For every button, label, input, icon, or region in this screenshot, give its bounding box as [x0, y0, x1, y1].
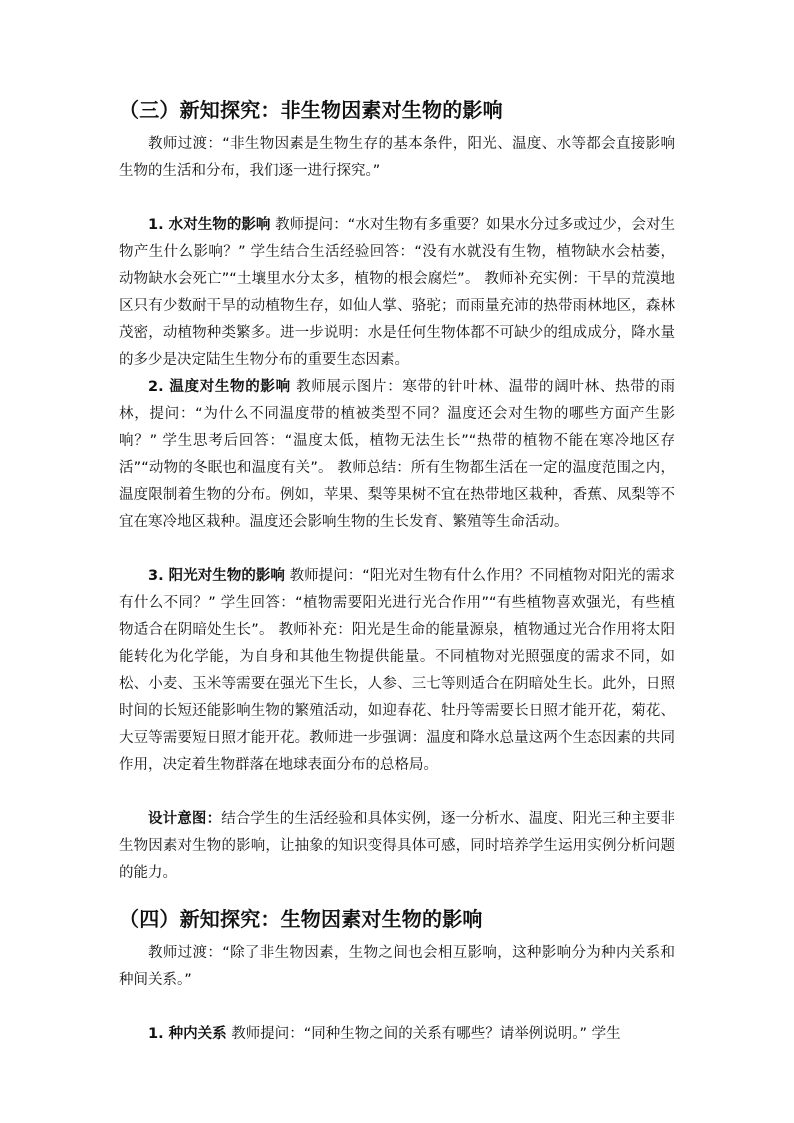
sunlight-paragraph: [119, 563, 675, 779]
temperature-heading: 2. 温度对生物的影响: [148, 379, 291, 395]
section-4-title: （四）新知探究：生物因素对生物的影响: [119, 907, 483, 931]
design-intent-paragraph: [119, 806, 675, 887]
water-heading: 1. 水对生物的影响: [148, 217, 271, 233]
temperature-paragraph: [119, 374, 675, 536]
intraspecific-heading: 1. 种内关系: [148, 1026, 227, 1042]
water-text: 教师提问：“水对生物有多重要？如果水分过多或过少，会对生物产生什么影响？” 学生结合生活经验回答：“没有水就没有生物，植物缺水会枯萎，动物缺水会死亡”“土壤里水分太多，植物的根会腐烂”。 教师补充实例：干旱的荒漠地区只有少数耐干旱的动植物生存，如仙人掌、骆驼；而雨量充沛的热带雨林地区，森林茂密，动植物种类繁多。进一步说明：水是任何生物体都不可缺少的组成成分，降水量的多少是决定陆生生物分布的重要生态因素。: [119, 217, 675, 368]
design-intent-text: 结合学生的生活经验和具体实例，逐一分析水、温度、阳光三种主要非生物因素对生物的影响，让抽象的知识变得具体可感，同时培养学生运用实例分析问题的能力。: [119, 811, 676, 881]
sunlight-text: 教师提问：“阳光对生物有什么作用？不同植物对阳光的需求有什么不同？” 学生回答：“植物需要阳光进行光合作用”“有些植物喜欢强光，有些植物适合在阴暗处生长”。 教师补充：阳光是生命的能量源泉，植物通过光合作用将太阳能转化为化学能，为自身和其他生物提供能量。不同植物对光照强度的需求不同，如松、小麦、玉米等需要在强光下生长，人参、三七等则适合在阴暗处生长。此外，日照时间的长短还能影响生物的繁殖活动，如迎春花、牡丹等需要长日照才能开花，菊花、大豆等需要短日照才能开花。教师进一步强调：温度和降水总量这两个生态因素的共同作用，决定着生物群落在地球表面分布的总格局。: [119, 568, 675, 773]
intraspecific-text: 教师提问：“同种生物之间的关系有哪些？请举例说明。” 学生: [226, 1026, 621, 1042]
intraspecific-paragraph: [119, 1021, 675, 1048]
design-intent-heading: 设计意图：: [148, 811, 222, 827]
temperature-text: 教师展示图片：寒带的针叶林、温带的阔叶林、热带的雨林，提问：“为什么不同温度带的植被类型不同？温度还会对生物的哪些方面产生影响？” 学生思考后回答：“温度太低，植物无法生长”“热带的植物不能在寒冷地区存活”“动物的冬眠也和温度有关”。 教师总结：所有生物都生活在一定的温度范围之内，温度限制着生物的分布。例如，苹果、梨等果树不宜在热带地区栽种，香蕉、凤梨等不宜在寒冷地区栽种。温度还会影响生物的生长发育、繁殖等生命活动。: [119, 379, 675, 530]
section-3-title: （三）新知探究：非生物因素对生物的影响: [119, 98, 503, 122]
sunlight-heading: 3. 阳光对生物的影响: [148, 568, 285, 584]
section-4-intro: 教师过渡：“除了非生物因素，生物之间也会相互影响，这种影响分为种内关系和种间关系。”: [119, 945, 675, 988]
water-paragraph: [119, 212, 675, 374]
section-3-intro: 教师过渡：“非生物因素是生物生存的基本条件，阳光、温度、水等都会直接影响生物的生活和分布，我们逐一进行探究。”: [119, 136, 675, 179]
